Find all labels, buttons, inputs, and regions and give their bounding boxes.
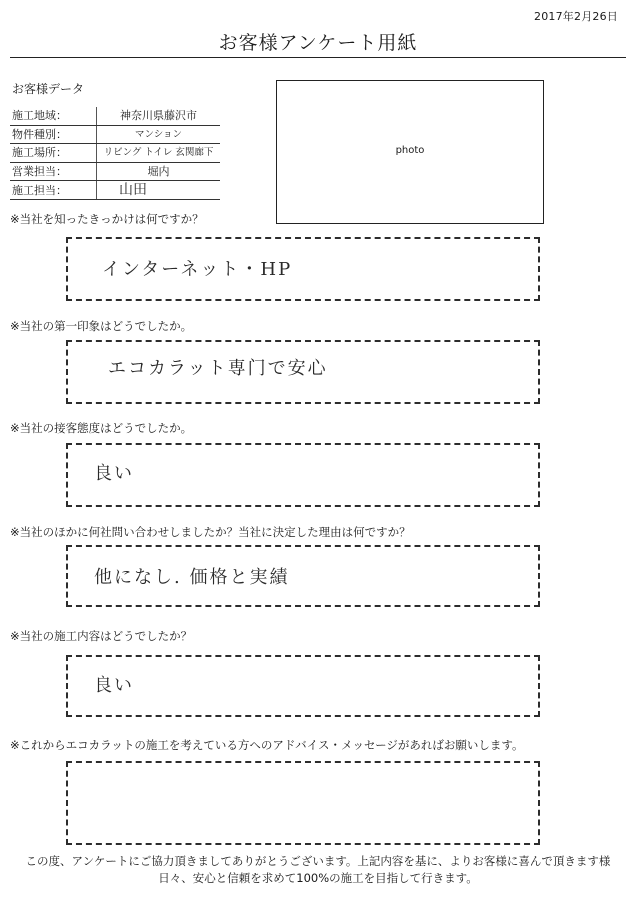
field-value: 堀内 bbox=[97, 162, 221, 181]
answer-box-how-found bbox=[66, 237, 540, 301]
handwritten-answer: 良い bbox=[94, 675, 134, 696]
footer-message-line-1: この度、アンケートにご協力頂きましてありがとうございます。上記内容を基に、よりお客様に喜んで頂きます様 bbox=[25, 854, 611, 868]
handwritten-answer: 良い bbox=[94, 463, 134, 484]
handwritten-answer: 他になし. 価格と実績 bbox=[94, 567, 290, 588]
field-label: 施工担当： bbox=[10, 181, 97, 200]
customer-row-region bbox=[10, 107, 220, 125]
field-label: 施工場所： bbox=[10, 144, 97, 163]
handwritten-answer: エコカラット専门で安心 bbox=[108, 358, 328, 379]
photo-label: photo bbox=[395, 145, 425, 156]
field-label: 物件種別： bbox=[10, 125, 97, 144]
question-advice-message: ※これからエコカラットの施工を考えている方へのアドバイス・メッセージがあればお願いします。 bbox=[10, 738, 524, 752]
question-work-quality: ※当社の施工内容はどうでしたか？ bbox=[10, 629, 193, 643]
answer-box-advice-message bbox=[66, 761, 540, 845]
question-service-attitude: ※当社の接客態度はどうでしたか。 bbox=[10, 421, 193, 435]
answer-box-service-attitude bbox=[66, 443, 540, 507]
photo-box bbox=[276, 80, 544, 224]
title-divider bbox=[10, 57, 626, 58]
field-label: 施工地域： bbox=[10, 107, 97, 125]
answer-box-other-companies bbox=[66, 545, 540, 607]
field-value: リビング トイレ 玄関廊下 bbox=[97, 144, 221, 163]
customer-row-location bbox=[10, 144, 220, 163]
question-other-companies: ※当社のほかに何社問い合わせしましたか？当社に決定した理由は何ですか？ bbox=[10, 525, 411, 539]
customer-data-table bbox=[10, 107, 220, 200]
survey-date: 2017年2月26日 bbox=[534, 10, 618, 23]
answer-box-first-impression bbox=[66, 340, 540, 404]
handwritten-value: 山田 bbox=[97, 181, 221, 200]
customer-row-sales-rep bbox=[10, 162, 220, 181]
customer-row-installer bbox=[10, 181, 220, 200]
page-title: お客様アンケート用紙 bbox=[218, 32, 418, 54]
question-how-found: ※当社を知ったきっかけは何ですか？ bbox=[10, 212, 204, 226]
field-value: マンション bbox=[97, 125, 221, 144]
footer-message-line-2: 日々、安心と信頼を求めて100%の施工を目指して行きます。 bbox=[158, 871, 478, 885]
handwritten-answer: インターネット・HP bbox=[102, 259, 293, 280]
field-value: 神奈川県藤沢市 bbox=[97, 107, 221, 125]
customer-row-property-type bbox=[10, 125, 220, 144]
question-first-impression: ※当社の第一印象はどうでしたか。 bbox=[10, 319, 193, 333]
answer-box-work-quality bbox=[66, 655, 540, 717]
customer-data-heading: お客様データ bbox=[12, 82, 85, 96]
field-label: 営業担当： bbox=[10, 162, 97, 181]
